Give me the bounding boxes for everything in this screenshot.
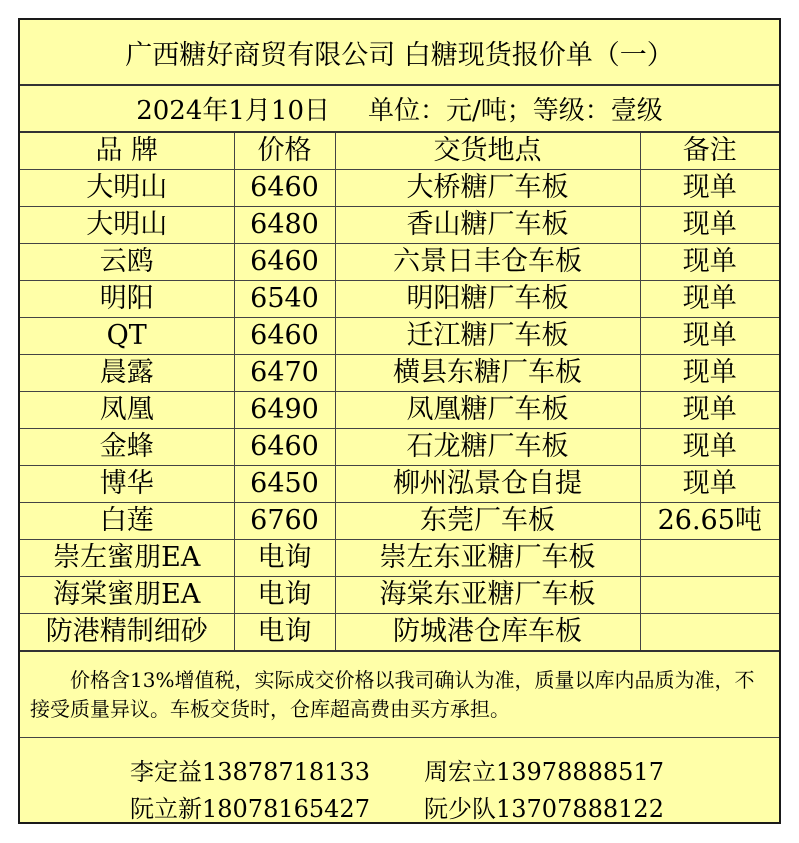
remark-cell	[640, 614, 779, 652]
column-header-remark: 备注	[640, 133, 779, 170]
remark-cell: 现单	[640, 244, 779, 281]
price-cell: 电询	[234, 614, 335, 652]
price-cell: 电询	[234, 540, 335, 577]
brand-cell: QT	[20, 318, 234, 355]
quote-date: 2024年1月10日	[136, 96, 331, 126]
table-header-row	[20, 133, 779, 170]
contact-entry: 阮立新18078165427	[130, 795, 370, 823]
remark-cell	[640, 540, 779, 577]
brand-cell: 白莲	[20, 503, 234, 540]
price-table	[20, 133, 779, 652]
price-cell: 6460	[234, 318, 335, 355]
delivery-location-cell: 大桥糖厂车板	[335, 170, 640, 207]
delivery-location-cell: 石龙糖厂车板	[335, 429, 640, 466]
remark-cell: 现单	[640, 207, 779, 244]
brand-cell: 大明山	[20, 170, 234, 207]
price-cell: 6480	[234, 207, 335, 244]
table-row	[20, 170, 779, 207]
delivery-location-cell: 香山糖厂车板	[335, 207, 640, 244]
table-row	[20, 281, 779, 318]
table-row	[20, 614, 779, 652]
column-header-price: 价格	[234, 133, 335, 170]
contacts-block	[20, 738, 779, 824]
price-cell: 6760	[234, 503, 335, 540]
contact-entry: 李定益13878718133	[130, 758, 370, 786]
contact-entry: 周宏立13978888517	[424, 758, 664, 786]
column-header-brand: 品 牌	[20, 133, 234, 170]
contact-entry: 阮少队13707888122	[424, 795, 664, 823]
remark-cell: 现单	[640, 170, 779, 207]
brand-cell: 云鸥	[20, 244, 234, 281]
brand-cell: 海棠蜜朋EA	[20, 577, 234, 614]
price-cell: 6460	[234, 244, 335, 281]
delivery-location-cell: 崇左东亚糖厂车板	[335, 540, 640, 577]
delivery-location-cell: 防城港仓库车板	[335, 614, 640, 652]
table-row	[20, 244, 779, 281]
brand-cell: 凤凰	[20, 392, 234, 429]
delivery-location-cell: 迁江糖厂车板	[335, 318, 640, 355]
table-row	[20, 503, 779, 540]
price-cell: 6460	[234, 429, 335, 466]
brand-cell: 博华	[20, 466, 234, 503]
table-row	[20, 355, 779, 392]
table-row	[20, 540, 779, 577]
delivery-location-cell: 凤凰糖厂车板	[335, 392, 640, 429]
price-cell: 6490	[234, 392, 335, 429]
remark-cell: 现单	[640, 392, 779, 429]
table-row	[20, 466, 779, 503]
terms-note: 价格含13%增值税，实际成交价格以我司确认为准，质量以库内品质为准，不接受质量异议。车板交货时，仓库超高费由买方承担。	[20, 652, 779, 738]
brand-cell: 崇左蜜朋EA	[20, 540, 234, 577]
sheet-subtitle	[20, 86, 779, 133]
remark-cell: 现单	[640, 466, 779, 503]
brand-cell: 晨露	[20, 355, 234, 392]
delivery-location-cell: 海棠东亚糖厂车板	[335, 577, 640, 614]
price-sheet	[18, 18, 781, 824]
delivery-location-cell: 明阳糖厂车板	[335, 281, 640, 318]
table-row	[20, 429, 779, 466]
brand-cell: 大明山	[20, 207, 234, 244]
price-cell: 6460	[234, 170, 335, 207]
remark-cell: 26.65吨	[640, 503, 779, 540]
delivery-location-cell: 六景日丰仓车板	[335, 244, 640, 281]
table-row	[20, 392, 779, 429]
delivery-location-cell: 横县东糖厂车板	[335, 355, 640, 392]
column-header-delivery: 交货地点	[335, 133, 640, 170]
delivery-location-cell: 柳州泓景仓自提	[335, 466, 640, 503]
remark-cell	[640, 577, 779, 614]
price-cell: 6470	[234, 355, 335, 392]
price-cell: 6540	[234, 281, 335, 318]
sheet-title: 广西糖好商贸有限公司 白糖现货报价单（一）	[20, 20, 779, 86]
table-row	[20, 318, 779, 355]
delivery-location-cell: 东莞厂车板	[335, 503, 640, 540]
unit-and-grade: 单位：元/吨；等级：壹级	[368, 96, 663, 126]
price-cell: 电询	[234, 577, 335, 614]
remark-cell: 现单	[640, 281, 779, 318]
brand-cell: 明阳	[20, 281, 234, 318]
brand-cell: 金蜂	[20, 429, 234, 466]
brand-cell: 防港精制细砂	[20, 614, 234, 652]
remark-cell: 现单	[640, 318, 779, 355]
table-row	[20, 577, 779, 614]
remark-cell: 现单	[640, 355, 779, 392]
price-cell: 6450	[234, 466, 335, 503]
remark-cell: 现单	[640, 429, 779, 466]
table-row	[20, 207, 779, 244]
